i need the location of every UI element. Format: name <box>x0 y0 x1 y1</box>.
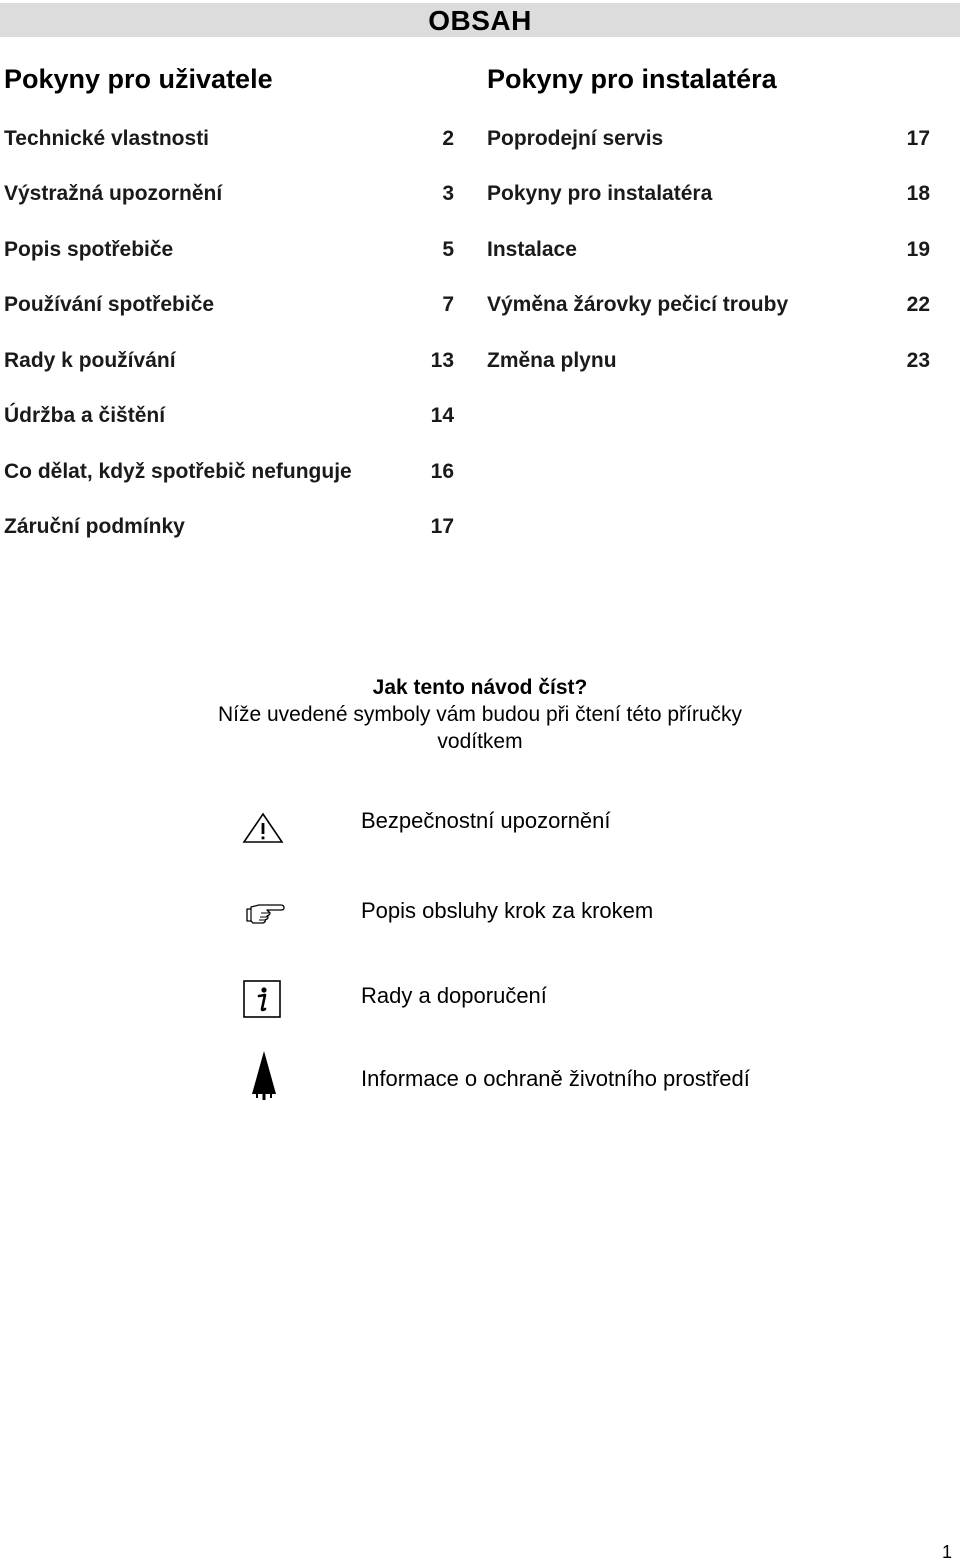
toc-entry-page: 16 <box>430 460 454 483</box>
legend-text-tips: Rady a doporučení <box>361 983 547 1008</box>
info-icon <box>243 980 281 1018</box>
user-section-heading: Pokyny pro uživatele <box>4 64 273 94</box>
toc-entry-warranty[interactable] <box>4 515 454 545</box>
toc-entry-warnings[interactable] <box>4 182 454 212</box>
toc-entry-page: 23 <box>906 349 930 372</box>
page-title: OBSAH <box>428 5 532 36</box>
toc-entry-page: 19 <box>906 238 930 261</box>
toc-entry-label: Záruční podmínky <box>4 515 185 538</box>
toc-entry-page: 17 <box>430 515 454 538</box>
warning-triangle-icon <box>242 812 284 844</box>
toc-entry-maintenance[interactable] <box>4 404 454 434</box>
legend-text-step-by-step: Popis obsluhy krok za krokem <box>361 898 654 923</box>
toc-entry-page: 18 <box>906 182 930 205</box>
toc-entry-installer-instructions[interactable] <box>487 182 930 212</box>
toc-entry-label: Instalace <box>487 238 577 261</box>
toc-entry-label: Výstražná upozornění <box>4 182 223 205</box>
tree-icon <box>251 1050 277 1102</box>
toc-entry-label: Údržba a čištění <box>4 404 166 427</box>
toc-entry-page: 5 <box>442 238 454 261</box>
toc-entry-oven-bulb-replacement[interactable] <box>487 293 930 323</box>
toc-entry-after-sales-service[interactable] <box>487 127 930 157</box>
toc-entry-label: Rady k používání <box>4 349 176 372</box>
toc-entry-appliance-description[interactable] <box>4 238 454 268</box>
toc-entry-page: 13 <box>430 349 454 372</box>
guide-text-line-1: Níže uvedené symboly vám budou při čtení této příručky <box>217 703 743 726</box>
installer-section-heading: Pokyny pro instalatéra <box>487 64 777 94</box>
toc-entry-page: 17 <box>906 127 930 150</box>
toc-entry-label: Poprodejní servis <box>487 127 664 150</box>
pointing-hand-icon <box>245 902 285 924</box>
toc-entry-installation[interactable] <box>487 238 930 268</box>
toc-entry-troubleshooting[interactable] <box>4 460 454 490</box>
toc-entry-label: Pokyny pro instalatéra <box>487 182 713 205</box>
toc-entry-usage-tips[interactable] <box>4 349 454 379</box>
toc-entry-page: 14 <box>430 404 454 427</box>
guide-heading: Jak tento návod číst? <box>372 676 588 699</box>
title-bar <box>0 3 960 37</box>
toc-entry-label: Změna plynu <box>487 349 617 372</box>
toc-entry-label: Výměna žárovky pečicí trouby <box>487 293 789 316</box>
toc-entry-label: Popis spotřebiče <box>4 238 174 261</box>
legend-text-environment: Informace o ochraně životního prostředí <box>361 1066 750 1091</box>
toc-entry-page: 22 <box>906 293 930 316</box>
page-number: 1 <box>941 1542 952 1562</box>
toc-entry-page: 7 <box>442 293 454 316</box>
guide-text-line-2: vodítkem <box>437 730 523 753</box>
toc-entry-technical-properties[interactable] <box>4 127 454 157</box>
legend-text-safety: Bezpečnostní upozornění <box>361 808 611 833</box>
toc-entry-appliance-use[interactable] <box>4 293 454 323</box>
toc-entry-page: 2 <box>442 127 454 150</box>
toc-entry-gas-conversion[interactable] <box>487 349 930 379</box>
toc-entry-label: Používání spotřebiče <box>4 293 215 316</box>
toc-entry-label: Technické vlastnosti <box>4 127 210 150</box>
toc-entry-page: 3 <box>442 182 454 205</box>
toc-entry-label: Co dělat, když spotřebič nefunguje <box>4 460 352 483</box>
